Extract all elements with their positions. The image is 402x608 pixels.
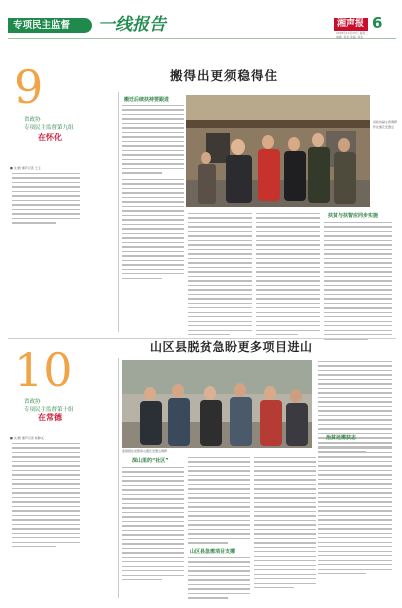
- column-tag-band: [8, 18, 92, 33]
- paper-logo: 湘声报: [337, 19, 365, 29]
- story-2-section-head-2: 山区县急需项目支撑: [190, 549, 236, 555]
- story-2-column-1: [122, 466, 184, 580]
- story-1-photo: [186, 95, 370, 207]
- story-1-section-head-1: 搬迁后续扶持要跟进: [124, 97, 170, 103]
- story-2-photo: [122, 360, 312, 448]
- story-2-byline: ■ 文/图 湘声记者 杨静文: [10, 436, 44, 440]
- story-divider: [8, 338, 396, 339]
- story-1-place: 在怀化: [38, 133, 62, 142]
- story-1-subtitle: 省政协 专项民主监督第九组: [24, 117, 74, 131]
- story-2-column-2: [188, 456, 250, 544]
- story-2-column-right-2: [318, 442, 392, 574]
- column-tag: 专项民主监督: [13, 20, 71, 31]
- story-2-column-2b: [188, 556, 250, 599]
- story-1-photo-caption: 省政协副主席调研怀化搬迁安置点: [373, 120, 398, 129]
- section-title: 一线报告: [98, 15, 166, 35]
- story-1-column-2: [122, 178, 184, 279]
- story-number-9: 9: [14, 60, 44, 114]
- story-1-column-4: [256, 212, 320, 335]
- page-number: 6: [372, 14, 383, 32]
- story-2-subtitle: 省政协 专项民主监督第十组: [24, 399, 74, 413]
- story-1-column-5: [324, 221, 392, 340]
- story-1-column-1: [122, 104, 184, 174]
- story-1-headline: 搬得出更须稳得住: [170, 68, 279, 83]
- page-header: [0, 14, 402, 44]
- column-rule-2: [118, 358, 119, 598]
- story-2-column-3: [254, 456, 316, 588]
- story-2-place: 在常德: [38, 413, 62, 422]
- story-2-photo-caption: 监督组在常德深山搬迁安置点调研: [122, 449, 168, 453]
- editors-line: 编辑: 刘凌 美编: 刘凌: [336, 35, 363, 39]
- story-1-lead-text: [12, 172, 80, 224]
- date-line: 2018年10月23日 星期二: [336, 31, 368, 35]
- paper-logo-box: [334, 18, 368, 31]
- story-2-lead-text: [12, 442, 80, 547]
- story-2-section-head-3: 治贫还需扶志: [326, 435, 357, 441]
- column-rule-1: [118, 92, 119, 332]
- story-number-10: 10: [14, 343, 73, 397]
- story-1-section-head-2: 扶贫与扶智应同步实施: [328, 213, 379, 219]
- story-1-byline: ■ 文/图 湘声记者 王玉: [10, 166, 41, 170]
- story-1-column-3: [188, 212, 252, 335]
- story-2-headline: 山区县脱贫急盼更多项目进山: [150, 340, 313, 354]
- story-2-section-head-1: 深山里的“社区”: [132, 458, 169, 464]
